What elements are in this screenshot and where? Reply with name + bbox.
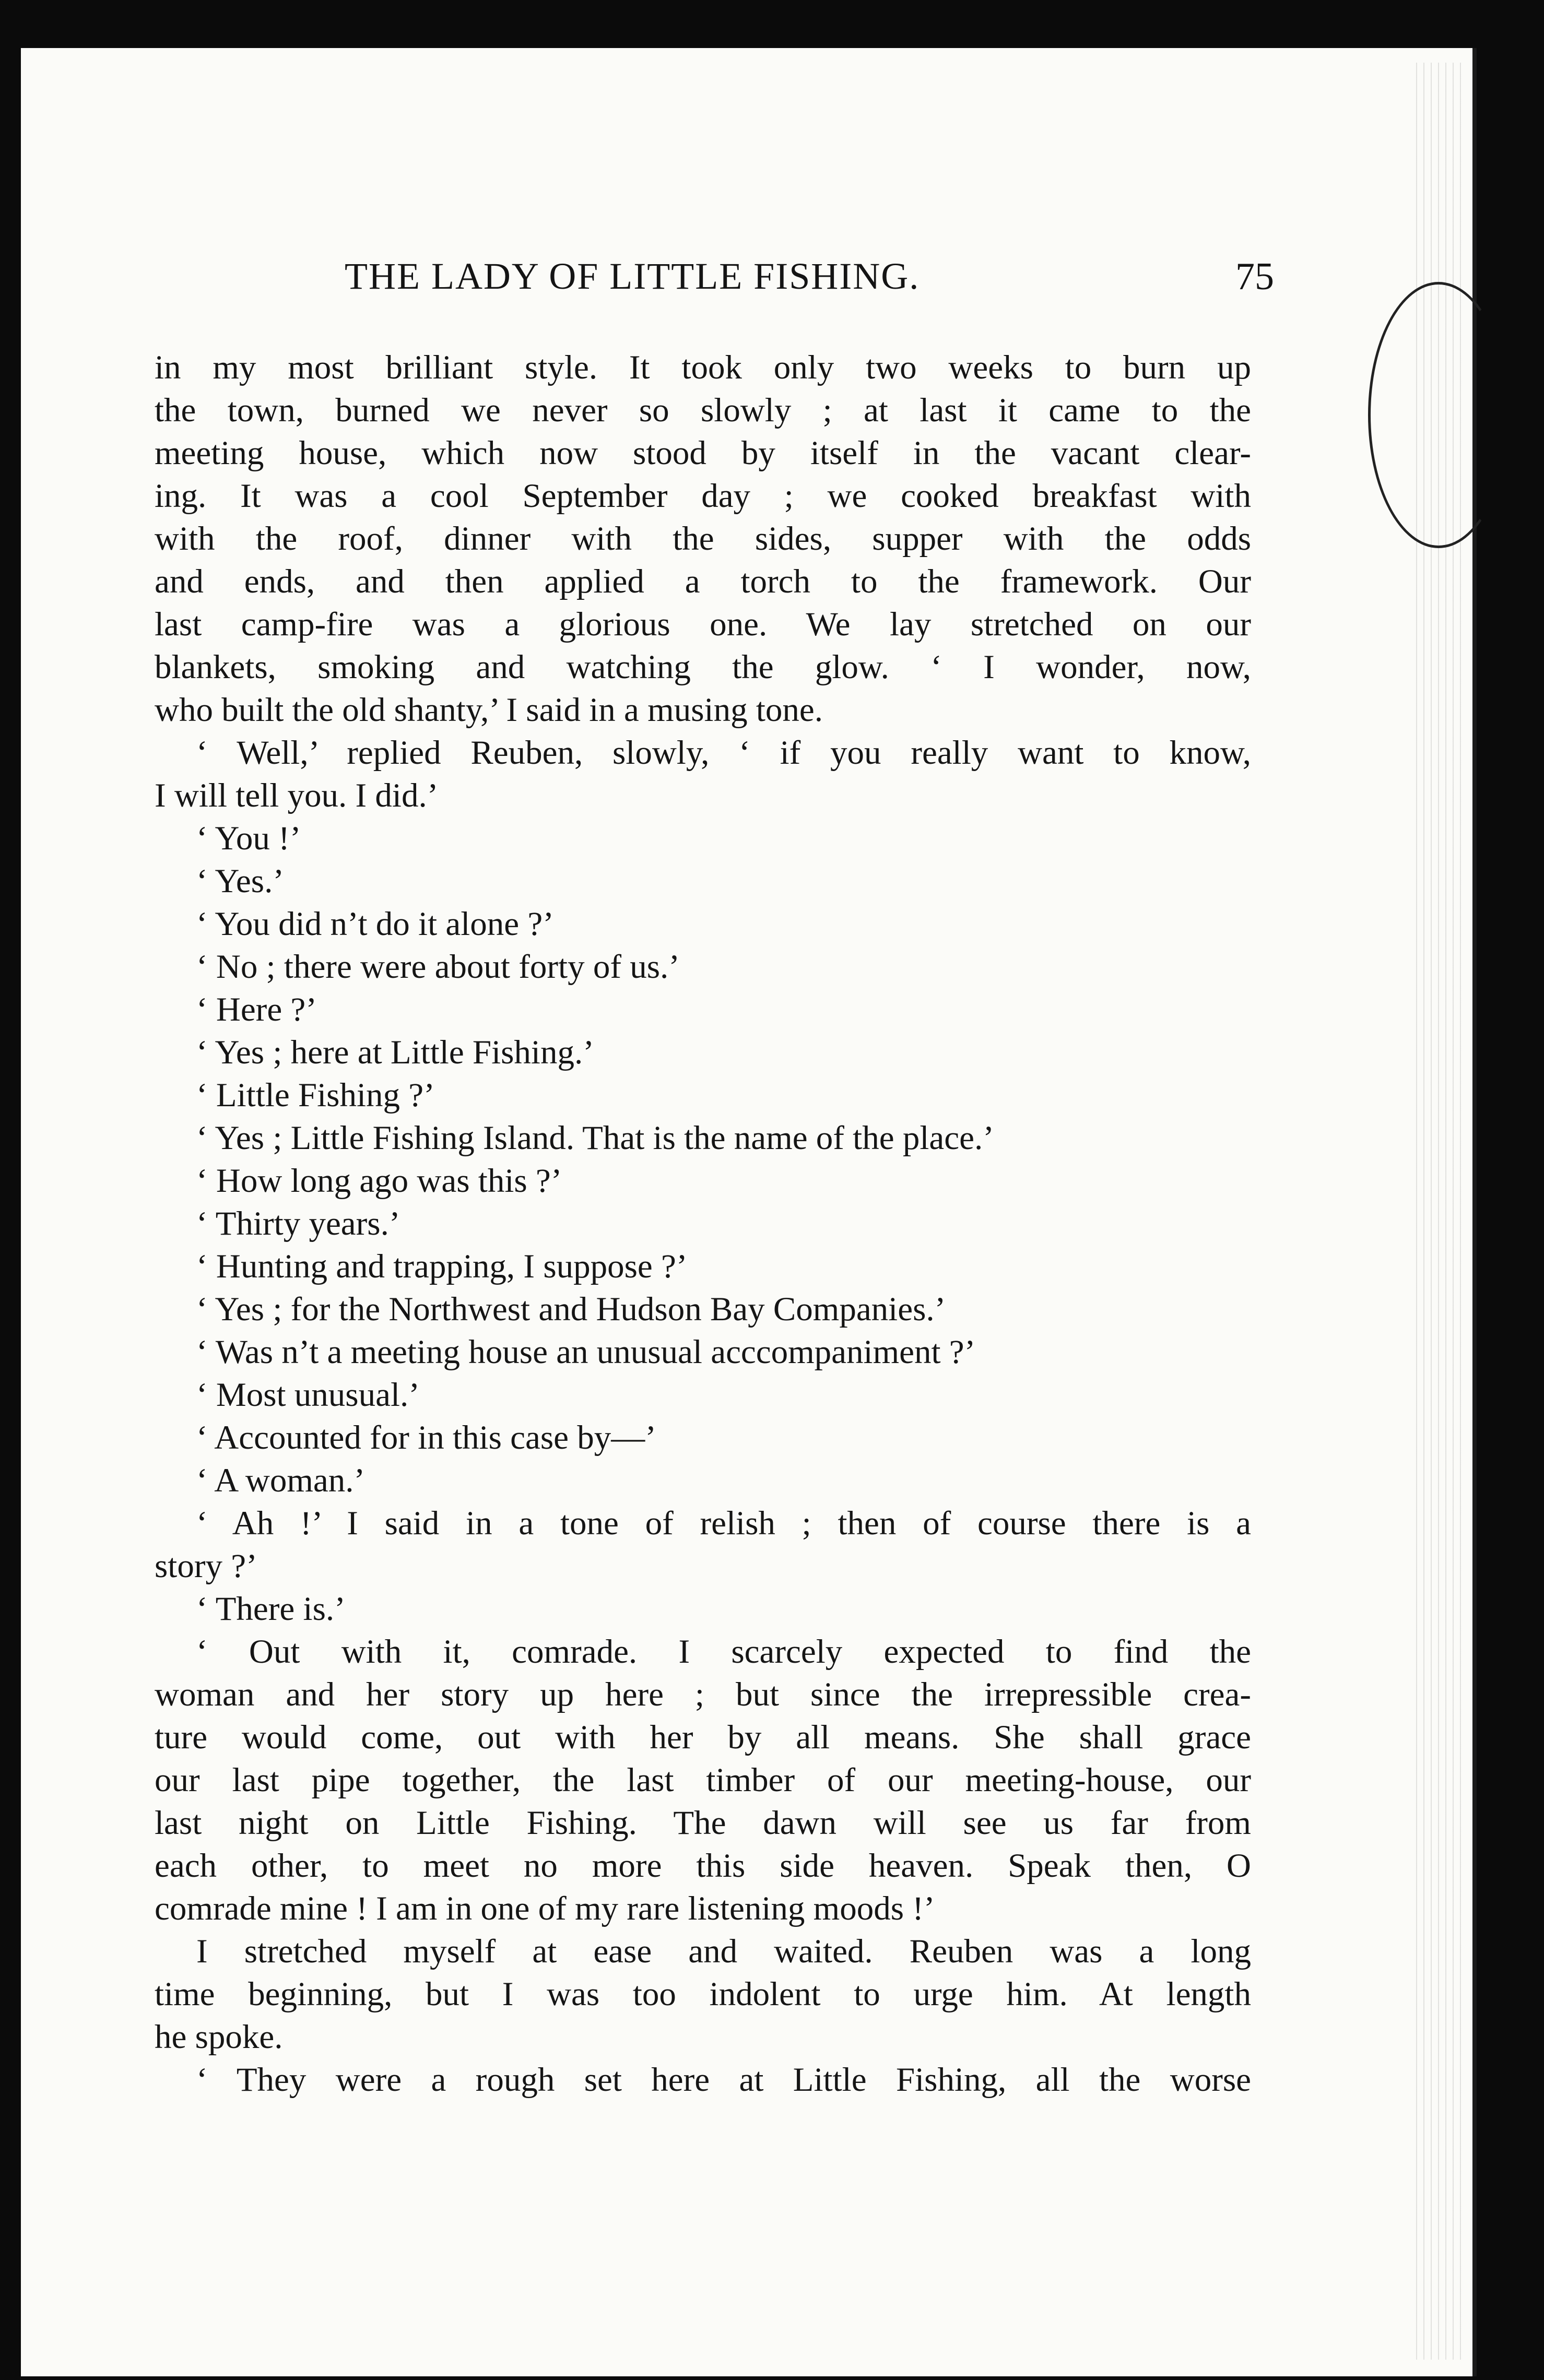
text-line: last camp-fire was a glorious one. We lay stretched on our [155,606,1251,643]
text-line: ‘ A woman.’ [196,1462,366,1499]
text-line: ‘ Little Fishing ?’ [196,1076,435,1114]
text-line: ‘ Yes ; for the Northwest and Hudson Bay Companies.’ [196,1290,946,1328]
text-line: ‘ Well,’ replied Reuben, slowly, ‘ if you really want to know, [196,734,1251,772]
text-line: ‘ No ; there were about forty of us.’ [196,948,680,986]
text-line: who built the old shanty,’ I said in a musing tone. [155,691,823,729]
text-line: woman and her story up here ; but since the irrepressible crea- [155,1676,1251,1713]
text-line: ‘ Out with it, comrade. I scarcely expected to find the [196,1633,1251,1671]
text-line: time beginning, but I was too indolent to urge him. At length [155,1975,1251,2013]
text-line: ‘ Here ?’ [196,991,317,1028]
text-line: the town, burned we never so slowly ; at last it came to the [155,392,1251,429]
text-line: and ends, and then applied a torch to the framework. Our [155,563,1251,600]
text-line: ing. It was a cool September day ; we cooked breakfast with [155,477,1251,515]
text-line: I stretched myself at ease and waited. Reuben was a long [196,1933,1251,1970]
running-title: THE LADY OF LITTLE FISHING. [345,255,920,297]
text-line: ‘ Ah !’ I said in a tone of relish ; then of course there is a [196,1505,1251,1542]
text-line: our last pipe together, the last timber of our meeting-house, our [155,1761,1251,1799]
text-line: in my most brilliant style. It took only two weeks to burn up [155,349,1251,386]
text-line: ‘ How long ago was this ?’ [196,1162,562,1200]
text-line: story ?’ [155,1547,257,1585]
text-line: ‘ Thirty years.’ [196,1205,400,1242]
text-line: meeting house, which now stood by itself in the vacant clear- [155,434,1251,472]
text-line: blankets, smoking and watching the glow. ‘ I wonder, now, [155,648,1251,686]
text-line: ‘ Hunting and trapping, I suppose ?’ [196,1248,688,1285]
text-line: I will tell you. I did.’ [155,777,439,814]
text-line: ture would come, out with her by all means. She shall grace [155,1719,1251,1756]
text-line: each other, to meet no more this side heaven. Speak then, O [155,1847,1251,1885]
text-line: ‘ Was n’t a meeting house an unusual acccompaniment ?’ [196,1333,976,1371]
text-line: he spoke. [155,2018,283,2056]
text-line: ‘ You did n’t do it alone ?’ [196,905,554,943]
text-line: ‘ There is.’ [196,1590,346,1628]
text-line: ‘ You !’ [196,820,301,857]
text-line: last night on Little Fishing. The dawn will see us far from [155,1804,1251,1842]
page-number: 75 [1235,255,1274,298]
text-line: ‘ Yes.’ [196,862,284,900]
text-line: ‘ Yes ; Little Fishing Island. That is the name of the place.’ [196,1119,994,1157]
pencil-mark [1368,282,1509,548]
text-line: ‘ Yes ; here at Little Fishing.’ [196,1034,594,1071]
text-line: ‘ Most unusual.’ [196,1376,420,1414]
text-line: ‘ Accounted for in this case by—’ [196,1419,656,1457]
text-line: comrade mine ! I am in one of my rare listening moods !’ [155,1890,935,1927]
text-line: ‘ They were a rough set here at Little Fishing, all the worse [196,2061,1251,2099]
text-line: with the roof, dinner with the sides, supper with the odds [155,520,1251,558]
